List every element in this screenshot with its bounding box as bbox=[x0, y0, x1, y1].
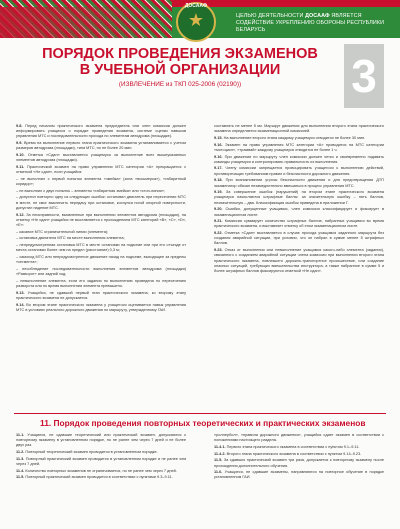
bottom-right-paragraph bbox=[214, 445, 384, 450]
clause-text: Перед началом практического экзамена председатель или член комиссии должен информировать учащихся о порядке проведения экзамена, системе оценки навыков управления МТС и последовательности прохода по элементам автодрома (площадке). bbox=[16, 124, 187, 139]
left-paragraph bbox=[16, 213, 186, 228]
right-paragraph bbox=[214, 178, 384, 188]
clause-text: «роллербол», «правила дорожного движения», учащийся сдает экзамен в соответствии с положениями настоящего раздела. bbox=[214, 433, 384, 443]
page-title-line2: В УЧЕБНОЙ ОРГАНИЗАЦИИ bbox=[79, 62, 281, 78]
page-title-line1: ПОРЯДОК ПРОВЕДЕНИЯ ЭКЗАМЕНОВ bbox=[42, 46, 318, 62]
clause-number: 11.6. bbox=[214, 470, 223, 475]
clause-number: 9.13. bbox=[16, 290, 25, 295]
clause-number: 9.9. bbox=[16, 141, 23, 146]
ornament-overlay bbox=[0, 7, 172, 38]
clause-text: Время на выполнение первого этапа практического экзамена устанавливается с учетом размеров автодрома (площадки), типа МТС, но не более 20 мин. bbox=[16, 141, 186, 151]
clause-text: За совершение ошибок (нарушений) на втором этапе практического экзамена учащемуся начисляются штрафные баллы: за значительную ошибку – пять баллов, незначительную – два. Классификация ошибок приведена в приложении Г. bbox=[214, 190, 384, 205]
section-number: 3 bbox=[344, 44, 384, 108]
clause-number: 9.15. bbox=[214, 135, 223, 140]
clause-text: Практический экзамен на право управления МТС категории «А» прекращается с отметкой «Не сдан», если учащийся: bbox=[16, 164, 186, 175]
right-paragraph bbox=[214, 207, 384, 217]
clause-number: 11.5. bbox=[16, 475, 25, 480]
left-paragraph bbox=[16, 165, 186, 175]
left-paragraph bbox=[16, 236, 186, 241]
clause-text: Во втором этапе практического экзамена у учащегося оценивается навык управления МТС в условиях реального дорожного движения по маршруту, утвержденному ГАИ. bbox=[16, 302, 186, 312]
clause-text: Ошибки, допущенные учащимся, член комиссии классифицирует и фиксирует в экзаменационном листе. bbox=[214, 207, 384, 217]
left-paragraph bbox=[16, 189, 186, 194]
bottom-right-paragraph bbox=[214, 433, 384, 443]
clause-text: Учащиеся, не сдавшие теоретический или практический экзамен, допускаются к повторному экзамену в установленном порядке, но не ранее чем через 7 дней и не более двух раз. bbox=[16, 433, 186, 448]
clause-text: – касание МТС ограничительной линии (элемента); bbox=[16, 229, 109, 234]
slogan-suffix: ЯВЛЯЕТСЯ СОДЕЙСТВИЕ УКРЕПЛЕНИЮ ОБОРОНЫ РЕСПУБЛИКИ БЕЛАРУСЬ bbox=[236, 13, 385, 33]
left-paragraph bbox=[16, 243, 186, 253]
clause-text: На выполнение второго этапа каждому учащемуся отводится не более 30 мин. bbox=[223, 135, 366, 140]
left-paragraph bbox=[16, 177, 186, 187]
clause-text: Учащиеся, не сдавшие экзамены, направляются на повторное обучение в порядке установленном ГАИ. bbox=[214, 470, 384, 480]
clause-text: Второго этапа практического экзамена в соответствии с пунктом 9.14–9.23. bbox=[226, 451, 362, 456]
clause-number: 9.10. bbox=[16, 152, 25, 157]
bottom-right-column bbox=[214, 433, 384, 482]
right-paragraph bbox=[214, 136, 384, 141]
right-paragraph bbox=[214, 248, 384, 274]
star-icon: ★ bbox=[187, 10, 205, 31]
bottom-left-paragraph bbox=[16, 450, 186, 455]
clause-number: 9.11. bbox=[16, 164, 25, 169]
left-paragraph bbox=[16, 141, 186, 151]
bottom-left-paragraph bbox=[16, 457, 186, 467]
clause-number: 9.18. bbox=[214, 178, 223, 183]
header-slogan bbox=[236, 13, 396, 34]
right-column bbox=[214, 124, 384, 276]
clause-number: 9.8. bbox=[16, 124, 23, 128]
clause-text: составлять не менее 5 км. Маршрут движения для выполнения второго этапа практического экзамена определяется экзаменационной комиссией. bbox=[214, 124, 384, 134]
title-block bbox=[20, 46, 340, 88]
clause-number: 11.1. bbox=[16, 433, 25, 437]
clause-number: 9.23. bbox=[214, 248, 223, 253]
clause-text: Повторный практический экзамен проводится в соответствии с пунктами 9.3–9.11. bbox=[25, 475, 173, 480]
left-paragraph bbox=[16, 195, 186, 210]
clause-number: 11.5. bbox=[214, 458, 223, 463]
clause-number: 11.4. bbox=[16, 468, 25, 473]
bottom-left-paragraph bbox=[16, 469, 186, 474]
clause-text: Отметка «Сдан» выставляется учащемуся за выполнение всех вышеуказанных элементов автодрома (площадки). bbox=[16, 152, 186, 163]
right-paragraph bbox=[214, 219, 384, 229]
clause-text: – допустил повторно одну из следующих ошибок: остановил двигатель при пересечении МТС в месте, не смог выключить передачу при остановке, коснулся ногой опорной поверхности, допустил падение МТС. bbox=[16, 195, 186, 210]
clause-text: Экзамен на право управления МТС категории «А» проводится на МТС категории «мотоцикл», «трамвай» каждому учащемуся отводится не более 1 ч. bbox=[214, 142, 384, 152]
clause-text: – самоход МТС или непредусмотренное движение назад на подъеме, выходящее за пределы «сегмента»; bbox=[16, 254, 186, 265]
clause-text: Учащийся, не сдавший первый этап практического экзамена, ко второму этапу практического экзамена не допускается. bbox=[16, 290, 186, 300]
clause-text: За неисправности, выявленные при выполнении элементов автодрома (площадки), на отметку «Не сдан» учащийся не выставляется с прохождением МТС категорий «В», «С», «D», «Е»: bbox=[16, 212, 187, 227]
section-divider bbox=[14, 413, 386, 414]
section-11-title: 11. Порядок проведения повторных теоретических и практических экзаменов bbox=[40, 418, 366, 428]
slogan-prefix: ЦЕЛЬЮ ДЕЯТЕЛЬНОСТИ bbox=[236, 13, 306, 19]
bottom-left-paragraph bbox=[16, 475, 186, 480]
bottom-right-paragraph bbox=[214, 452, 384, 457]
left-paragraph bbox=[16, 153, 186, 163]
right-paragraph bbox=[214, 143, 384, 153]
clause-number: 11.4.1. bbox=[214, 444, 226, 449]
clause-text: – не выполнил с двух попыток – элементы «габаритная змейка» или «стоп-линия»; bbox=[16, 188, 165, 193]
clause-number: 9.16. bbox=[214, 142, 223, 147]
clause-text: – остановка двигателя МТС на месте выполнения элемента; bbox=[16, 236, 125, 241]
clause-text: – невыполнение элемента, если его задания по выполнению проведена по пересечению разворота или по время выполнения элемента превышено. bbox=[16, 278, 186, 288]
clause-text: За сдавших практический экзамен три раза, допускается к повторному экзамену после прохождения дополнительного обучения. bbox=[214, 458, 384, 468]
clause-text: Члену комиссии запрещается провоцировать учащегося к выполнению действий, противоречащих требованиям правил и безопасности дорожного движения. bbox=[214, 166, 385, 176]
left-paragraph bbox=[16, 230, 186, 235]
dosaaf-emblem bbox=[176, 2, 216, 42]
left-paragraph bbox=[16, 267, 186, 277]
left-column bbox=[16, 124, 186, 315]
left-paragraph bbox=[16, 124, 186, 139]
bottom-right-paragraph bbox=[214, 458, 384, 468]
page-subtitle: (ИЗВЛЕЧЕНИЕ из ТКП 025-2006 (02190)) bbox=[118, 81, 242, 88]
clause-text: Повторный практический экзамен проводится в установленном порядке и не ранее чем через 7 дней. bbox=[16, 456, 186, 466]
right-paragraph bbox=[214, 231, 384, 246]
clause-text: Количество повторных экзаменов не ограничивается, но не ранее чем через 7 дней. bbox=[25, 468, 177, 473]
clause-text: – несоблюдение последовательности выполнения элементов автодрома (площадки) «Разворот» или задний ход; bbox=[16, 266, 186, 277]
bottom-left-column bbox=[16, 433, 186, 482]
clause-text: – непредусмотренная остановка МТС в месте остановки на подъеме или при его отъезде от места остановки более чем на предел (расстояние) 0,3 м; bbox=[16, 243, 186, 253]
clause-number: 11.3. bbox=[16, 456, 25, 461]
left-paragraph bbox=[16, 303, 186, 313]
clause-number: 9.22. bbox=[214, 231, 223, 236]
slogan-brand: ДОСААФ bbox=[305, 13, 330, 19]
right-paragraph bbox=[214, 155, 384, 165]
clause-text: Повторный теоретический экзамен проводится в установленном порядке. bbox=[25, 450, 158, 455]
clause-text: Отметка «Сдан» выставляется в случае прохода учащимся заданного маршрута без создания аварийной ситуации, при условии, что он набрал в сумме менее 5 штрафных баллов. bbox=[214, 231, 384, 246]
clause-number: 11.4.2. bbox=[214, 451, 226, 456]
left-paragraph bbox=[16, 291, 186, 301]
clause-number: 9.20. bbox=[214, 207, 223, 212]
right-paragraph bbox=[214, 124, 384, 134]
clause-text: Отказ от выполнения или невыполнение учащимся какого-либо элемента (задания), связанного с созданием аварийной ситуации члена комиссии при выполнении второго этапа практического экзамена, повлекшего дорожно-транспортное происшествие, или создание опасных ситуаций, требующих вмешательства инструктора, а также набранное в сумме 5 и более штрафных баллов фиксируются отметкой «Не сдан». bbox=[214, 248, 384, 273]
header-band bbox=[0, 0, 400, 38]
clause-number: 11.2. bbox=[16, 450, 25, 455]
clause-text: Комиссия суммирует количество штрафных баллов, набранных учащимся во время практического экзамена, и выставляет отметку об этом экзаменационном листе. bbox=[214, 219, 384, 229]
right-paragraph bbox=[214, 190, 384, 205]
bottom-left-paragraph bbox=[16, 433, 186, 448]
clause-number: 9.21. bbox=[214, 219, 223, 224]
clause-number: 9.19. bbox=[214, 190, 223, 195]
bottom-right-paragraph bbox=[214, 470, 384, 480]
left-paragraph bbox=[16, 279, 186, 289]
clause-number: 9.16. bbox=[214, 154, 223, 159]
clause-text: – не выполнил с первой попытки элемента «змейка» (зона «восьмерка»), «габаритный коридор»; bbox=[16, 176, 186, 186]
clause-number: 9.14. bbox=[16, 302, 25, 307]
clause-number: 9.17. bbox=[214, 166, 223, 171]
clause-text: При движении по маршруту член комиссии должен четко и своевременно подавать команды учащемуся и контролировать правильность их выполнения. bbox=[214, 154, 384, 164]
left-paragraph bbox=[16, 255, 186, 265]
clause-text: Первого этапа практического экзамена в соответствии с пунктом 9.1–9.11. bbox=[226, 444, 360, 449]
emblem-text: ДОСААФ bbox=[184, 3, 208, 9]
right-paragraph bbox=[214, 166, 384, 176]
clause-number: 9.12. bbox=[16, 212, 25, 217]
clause-text: При возникновении угрозы безопасности движения и для предотвращения ДТП экзаменатор обязан незамедлительно вмешаться в процесс управления МТС. bbox=[214, 178, 384, 188]
